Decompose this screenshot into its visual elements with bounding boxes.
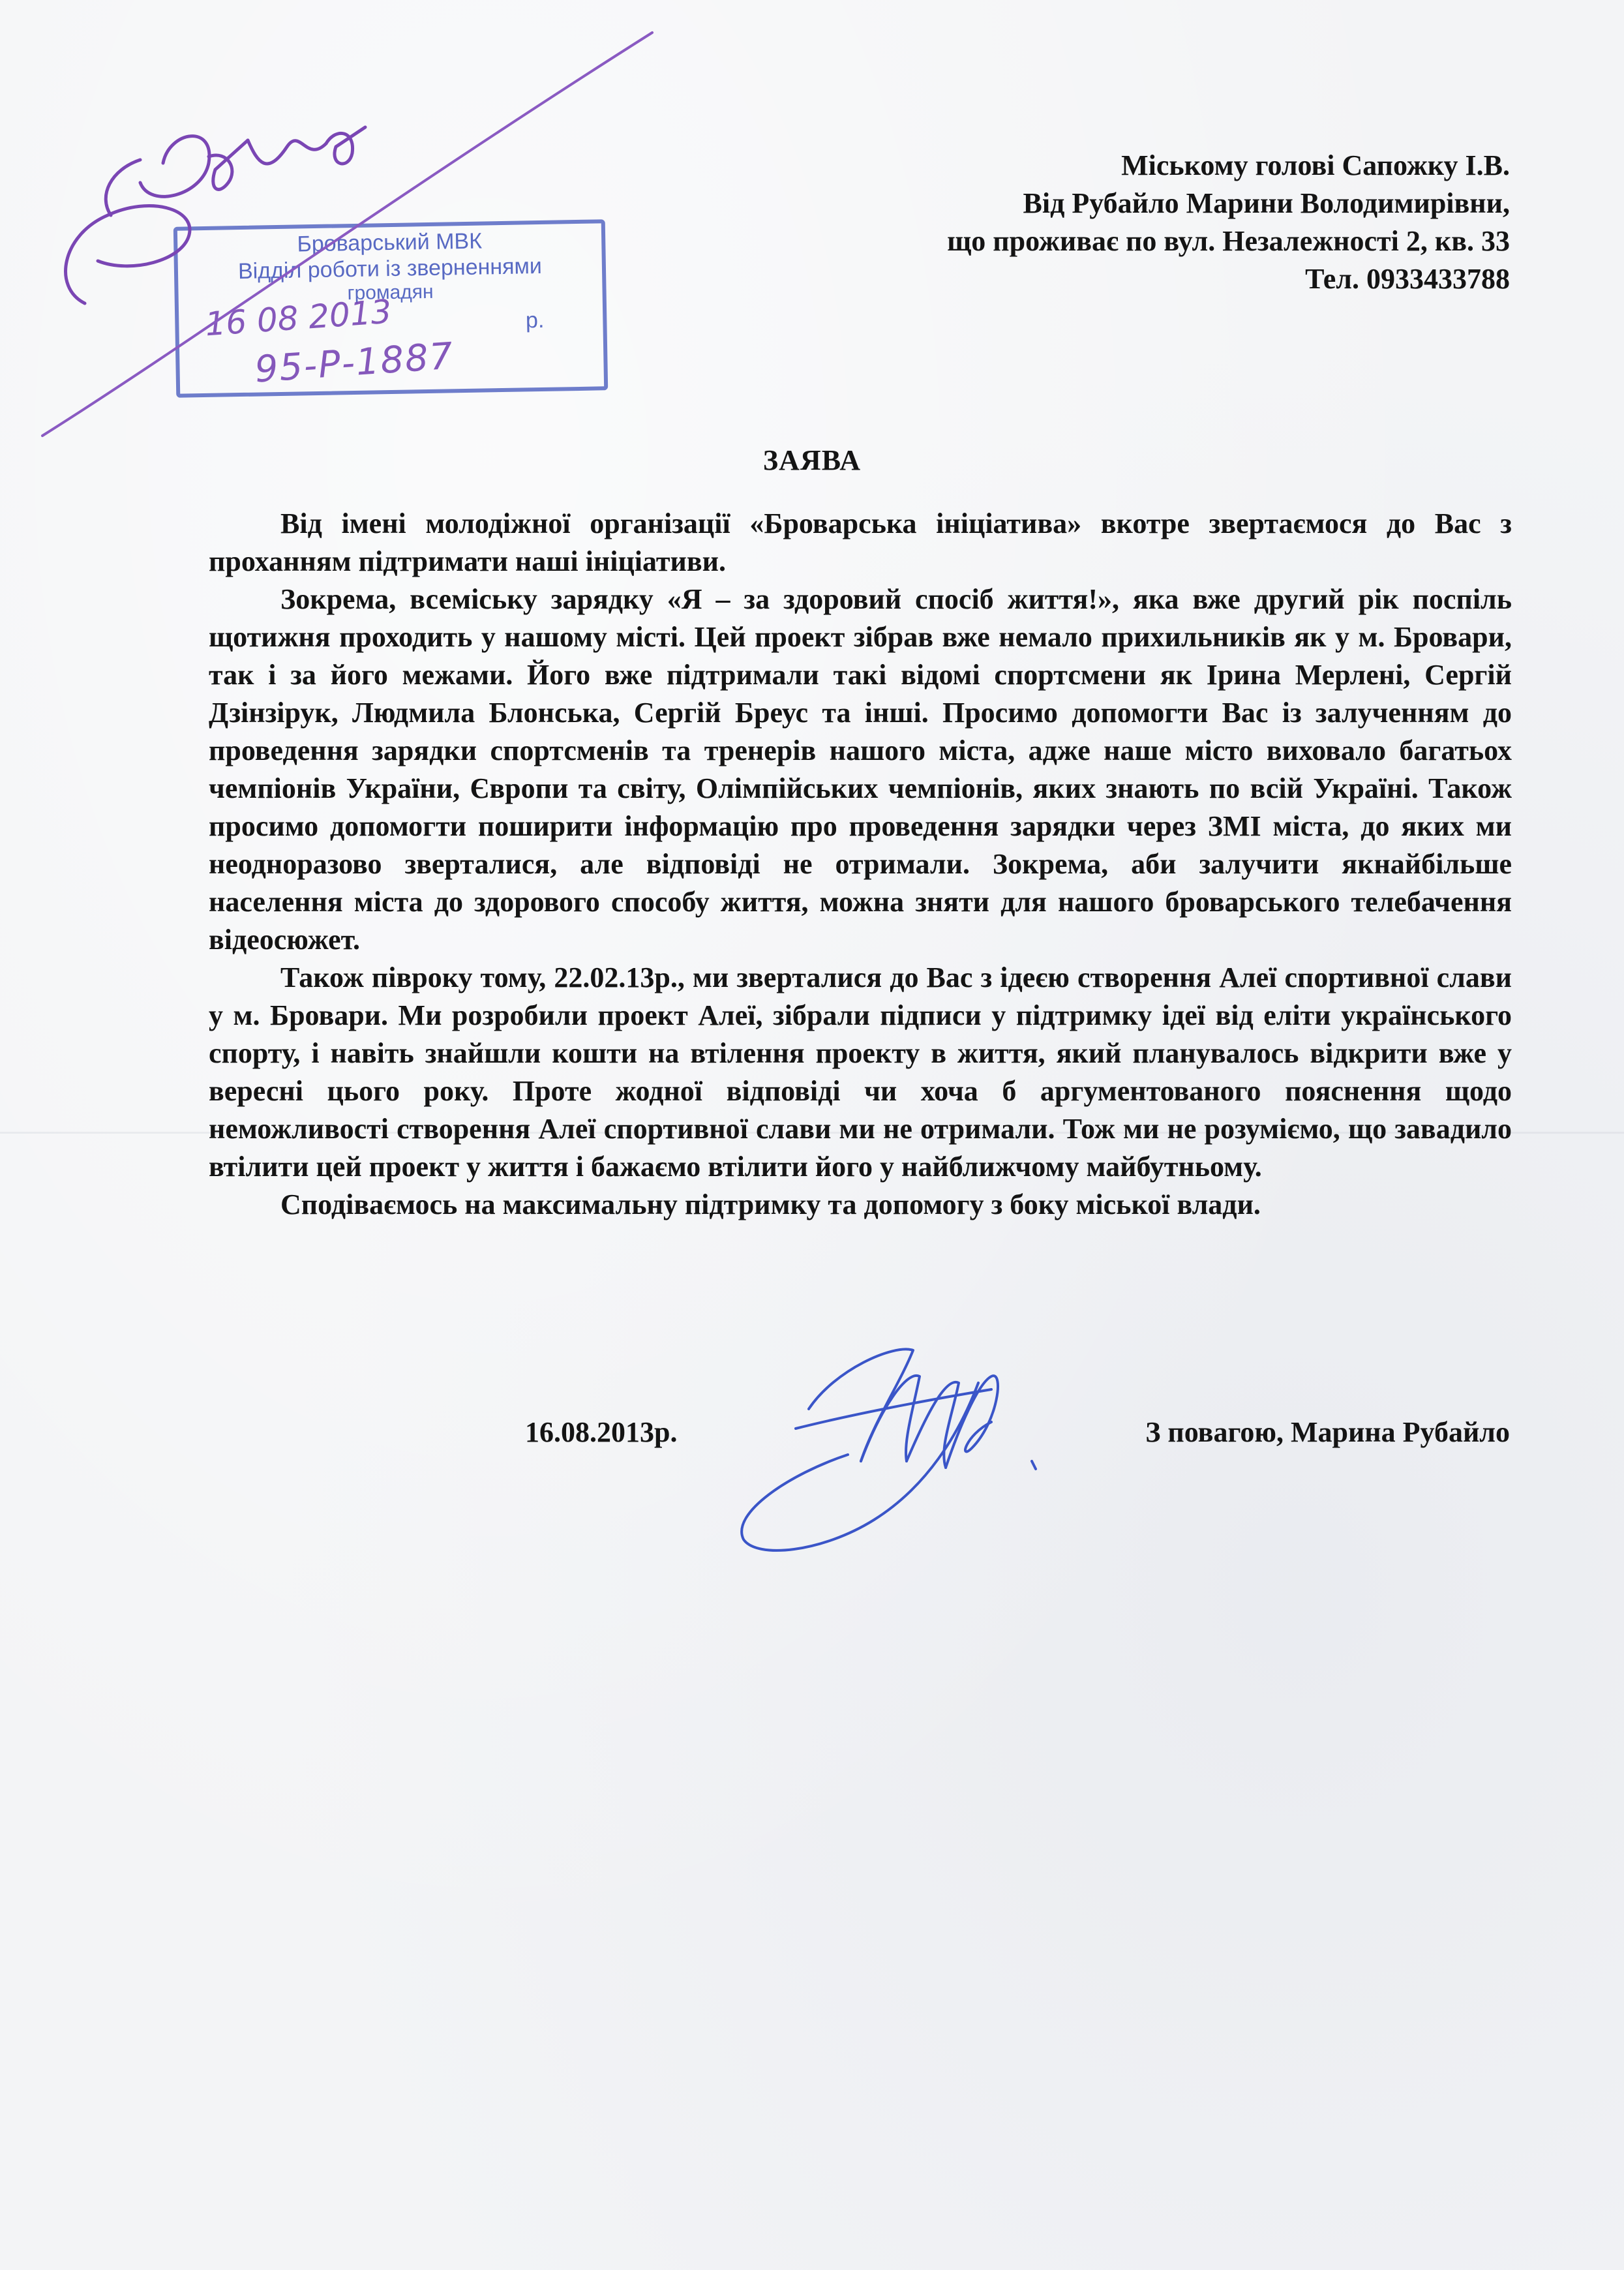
registration-stamp	[173, 219, 608, 398]
addressee-line: Міському голові Сапожку І.В.	[1121, 149, 1510, 181]
body-paragraph: Зокрема, всеміську зарядку «Я – за здоровий спосіб життя!», яка вже другий рік поспіль щотижня проходить у нашому місті. Цей проект зібрав вже немало прихильників як у м. Бровари, так і за його межами. Його вже підтримали такі відомі спортсмени як Ірина Мерлені, Сергій Дзінзірук, Людмила Блонська, Сергій Бреус та інші. Просимо допомогти Вас із залученням до проведення зарядки спортсменів та тренерів нашого міста, адже наше місто виховало багатьох чемпіонів України, Європи та світу, Олімпійських чемпіонів, яких знають по всій Україні. Також просимо допомогти поширити інформацію про проведення зарядки через ЗМІ міста, до яких ми неодноразово зверталися, але відповіді не отримали. Зокрема, аби залучити якнайбільше населення міста до здорового способу життя, можна зняти для нашого броварського телебачення відеосюжет.	[209, 583, 1512, 956]
stamp-department-cont: громадян	[347, 280, 434, 305]
address-line: що проживає по вул. Незалежності 2, кв. 33	[947, 225, 1510, 257]
stamp-org: Броварський МВК	[297, 228, 483, 257]
phone-line: Тел. 0933433788	[1305, 263, 1510, 295]
body-paragraph: Сподіваємось на максимальну підтримку та допомогу з боку міської влади.	[280, 1188, 1261, 1220]
author-signature	[742, 1349, 1036, 1550]
document-title: ЗАЯВА	[762, 444, 862, 476]
closing-signature-line: З повагою, Марина Рубайло	[1145, 1416, 1510, 1448]
stamp-handwritten-date: 16 08 2013	[203, 292, 393, 344]
document-date: 16.08.2013р.	[525, 1416, 678, 1448]
addressee-block	[947, 147, 1510, 298]
stamp-registration-number: 95-Р-1887	[253, 335, 456, 391]
stamp-year-suffix: р.	[525, 307, 545, 333]
sender-line: Від Рубайло Марини Володимирівни,	[1023, 187, 1510, 219]
body-paragraph: Від імені молодіжної організації «Броварська ініціатива» вкотре звертаємося до Вас з проханням підтримати наші ініціативи.	[209, 507, 1512, 577]
stamp-department: Відділ роботи із зверненнями	[237, 253, 543, 284]
body-paragraph: Також півроку тому, 22.02.13р., ми зверталися до Вас з ідеєю створення Алеї спортивної слави у м. Бровари. Ми розробили проект Алеї, зібрали підписи у підтримку ідеї від еліти українського спорту, і навіть знайшли кошти на втілення проекту в життя, який планувалось відкрити вже у вересні цього року. Проте жодної відповіді чи хоча б аргументованого пояснення щодо неможливості створення Алеї спортивної слави ми не отримали. Тож ми не розуміємо, що завадило втілити цей проект у життя і бажаємо втілити його у найближчому майбутньому.	[209, 961, 1512, 1183]
document-body	[209, 505, 1512, 1224]
